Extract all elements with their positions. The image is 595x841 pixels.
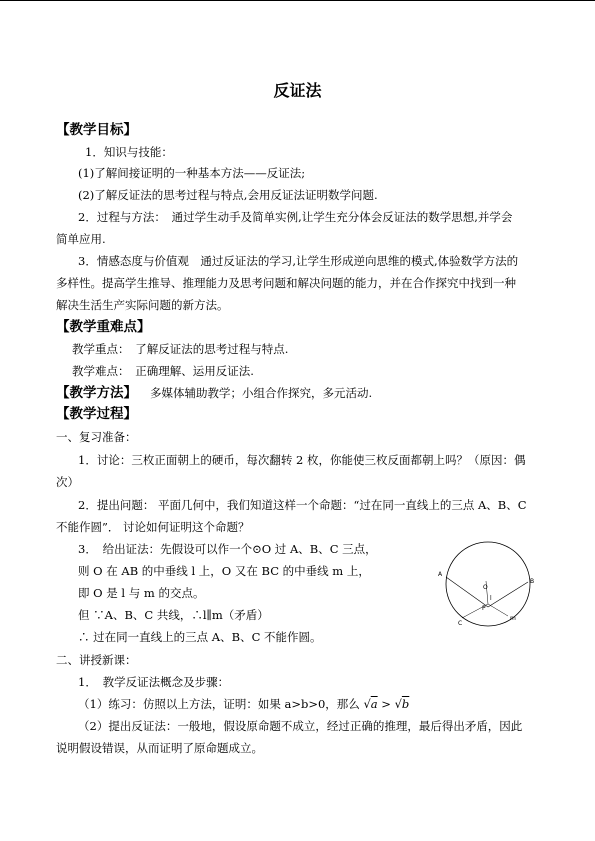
proof-line3: 即 O 是 l 与 m 的交点。 (78, 586, 205, 600)
key-difficulty: 教学难点： 正确理解、运用反证法. (72, 364, 254, 378)
label-c: C (458, 620, 463, 627)
heading-process: 【教学过程】 (56, 406, 137, 422)
contradiction-def-line2: 说明假设错误，从而证明了原命题成立。 (56, 741, 263, 755)
label-b: B (530, 578, 535, 585)
label-m: m (510, 615, 516, 622)
goal-item-1b: (2)了解反证法的思考过程与特点,会用反证法证明数学问题. (78, 188, 378, 202)
line-ab (446, 577, 488, 607)
sqrt-a-radicand: a (370, 697, 378, 711)
circle-o (446, 542, 530, 626)
sqrt-a: √a (363, 697, 378, 711)
page-title: 反证法 (273, 81, 322, 100)
goal-item-1a: (1)了解间接证明的一种基本方法——反证法; (78, 166, 306, 180)
goal-item-1: 1．知识与技能： (85, 145, 173, 159)
exercise-line (78, 696, 409, 712)
goal-item-2-line2: 简单应用. (56, 232, 106, 246)
sqrt-b: √b (394, 697, 410, 711)
label-a: A (438, 571, 443, 578)
line-bc (488, 582, 528, 607)
review-1-line1: 1．讨论：三枚正面朝上的硬币，每次翻转 2 枚，你能使三枚反面都朝上吗？（原因：偶 (78, 453, 526, 467)
circle-figure (428, 540, 548, 630)
section-review: 一、复习准备： (56, 430, 137, 444)
sqrt-b-radicand: b (401, 697, 410, 711)
key-focus: 教学重点： 了解反证法的思考过程与特点. (72, 342, 289, 356)
method-text: 多媒体辅助教学；小组合作探究，多元活动. (150, 386, 373, 400)
heading-method: 【教学方法】 (56, 385, 137, 401)
review-2-line1: 2．提出问题： 平面几何中，我们知道这样一个命题：“过在同一直线上的三点 A、B、C (78, 498, 527, 512)
goal-item-2-line1: 2．过程与方法： 通过学生动手及简单实例,让学生充分体会反证法的数学思想,并学会 (78, 210, 513, 224)
perp-line-m (488, 604, 508, 616)
proof-line4: 但 ∵A、B、C 共线，∴l∥m（矛盾） (78, 608, 269, 622)
label-o: O (483, 584, 488, 591)
heading-goals: 【教学目标】 (56, 122, 137, 138)
heading-key-points: 【教学重难点】 (56, 319, 151, 335)
proof-line5: ∴ 过在同一直线上的三点 A、B、C 不能作圆。 (78, 630, 322, 644)
exercise-text: （1）练习：仿照以上方法，证明：如果 a>b>0，那么 (78, 697, 360, 711)
goal-item-3-line2: 多样性。提高学生推导、推理能力及思考问题和解决问题的能力，并在合作探究中找到一种 (56, 276, 516, 290)
section-new-lesson: 二、讲授新课： (56, 653, 137, 667)
review-2-line2: 不能作圆”． 讨论如何证明这个命题？ (56, 520, 250, 534)
goal-item-3-line3: 解决生活生产实际问题的新方法。 (56, 298, 229, 312)
goal-item-3-line1: 3．情感态度与价值观 通过反证法的学习,让学生形成逆向思维的模式,体验数学方法的 (78, 254, 519, 268)
new-lesson-item1: 1． 教学反证法概念及步骤： (78, 675, 230, 689)
label-p: P (482, 605, 486, 612)
contradiction-def-line1: （2）提出反证法：一般地，假设原命题不成立，经过正确的推理，最后得出矛盾，因此 (78, 719, 523, 733)
page-top-rule (0, 0, 595, 1)
review-1-line2: 次） (56, 475, 79, 489)
label-l: l (490, 595, 492, 602)
proof-line1: 3． 给出证法：先假设可以作一个⊙O 过 A、B、C 三点， (78, 542, 377, 556)
proof-line2: 则 O 在 AB 的中垂线 l 上，O 又在 BC 的中垂线 m 上， (78, 564, 370, 578)
greater-than-sign: > (381, 697, 391, 711)
